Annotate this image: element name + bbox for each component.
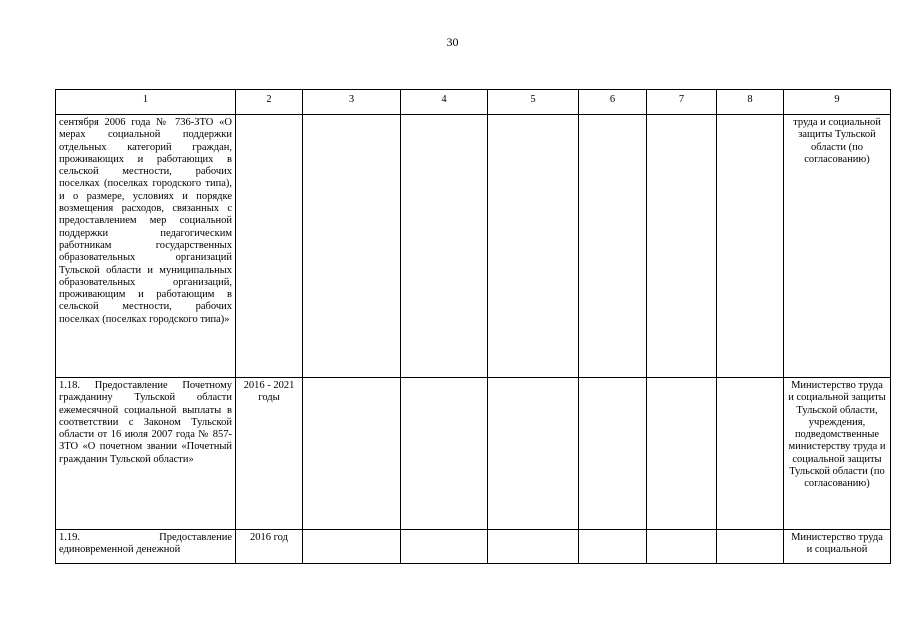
column-header-7: 7 [647, 90, 717, 115]
empty-cell [488, 115, 579, 378]
header-row [56, 90, 891, 115]
column-header-9: 9 [784, 90, 891, 115]
executor-cell: Министерство труда и социальной [784, 530, 891, 564]
table-row [56, 530, 891, 564]
empty-cell [303, 530, 401, 564]
empty-cell [717, 115, 784, 378]
table-row [56, 115, 891, 378]
empty-cell [579, 115, 647, 378]
column-header-2: 2 [236, 90, 303, 115]
measure-description-cell: 1.18. Предоставление Почетному гражданину Тульской области ежемесячной социальной выплаты в соответствии с Законом Тульской области от 16 июля 2007 года № 857-ЗТО «О почетном звании «Почетный гражданин Тульской области» [56, 378, 236, 530]
plan-table [55, 89, 891, 564]
column-header-8: 8 [717, 90, 784, 115]
page-number: 30 [446, 35, 459, 49]
table-row [56, 378, 891, 530]
empty-cell [401, 530, 488, 564]
column-header-5: 5 [488, 90, 579, 115]
period-cell [236, 115, 303, 378]
empty-cell [488, 378, 579, 530]
empty-cell [717, 530, 784, 564]
empty-cell [647, 115, 717, 378]
measure-description-cell: 1.19. Предоставление единовременной денежной [56, 530, 236, 564]
executor-cell: Министерство труда и социальной защиты Тульской области, учреждения, подведомственные министерству труда и социальной защиты Тульской области (по согласованию) [784, 378, 891, 530]
column-header-4: 4 [401, 90, 488, 115]
column-header-1: 1 [56, 90, 236, 115]
period-cell: 2016 - 2021 годы [236, 378, 303, 530]
empty-cell [401, 378, 488, 530]
executor-cell: труда и социальной защиты Тульской области (по согласованию) [784, 115, 891, 378]
column-header-3: 3 [303, 90, 401, 115]
empty-cell [579, 378, 647, 530]
empty-cell [647, 530, 717, 564]
empty-cell [401, 115, 488, 378]
period-cell: 2016 год [236, 530, 303, 564]
empty-cell [579, 530, 647, 564]
empty-cell [303, 378, 401, 530]
empty-cell [717, 378, 784, 530]
empty-cell [303, 115, 401, 378]
measure-description-cell: сентября 2006 года № 736-ЗТО «О мерах социальной поддержки отдельных категорий граждан, проживающих и работающих в сельской местности, рабочих поселках (поселках городского типа), и о размере, условиях и порядке возмещения расходов, связанных с предоставлением мер социальной поддержки педагогическим работникам государственных образовательных организаций Тульской области и муниципальных образовательных организаций, проживающим и работающим в сельской местности, рабочих поселках (поселках городского типа)» [56, 115, 236, 378]
empty-cell [647, 378, 717, 530]
column-header-6: 6 [579, 90, 647, 115]
empty-cell [488, 530, 579, 564]
